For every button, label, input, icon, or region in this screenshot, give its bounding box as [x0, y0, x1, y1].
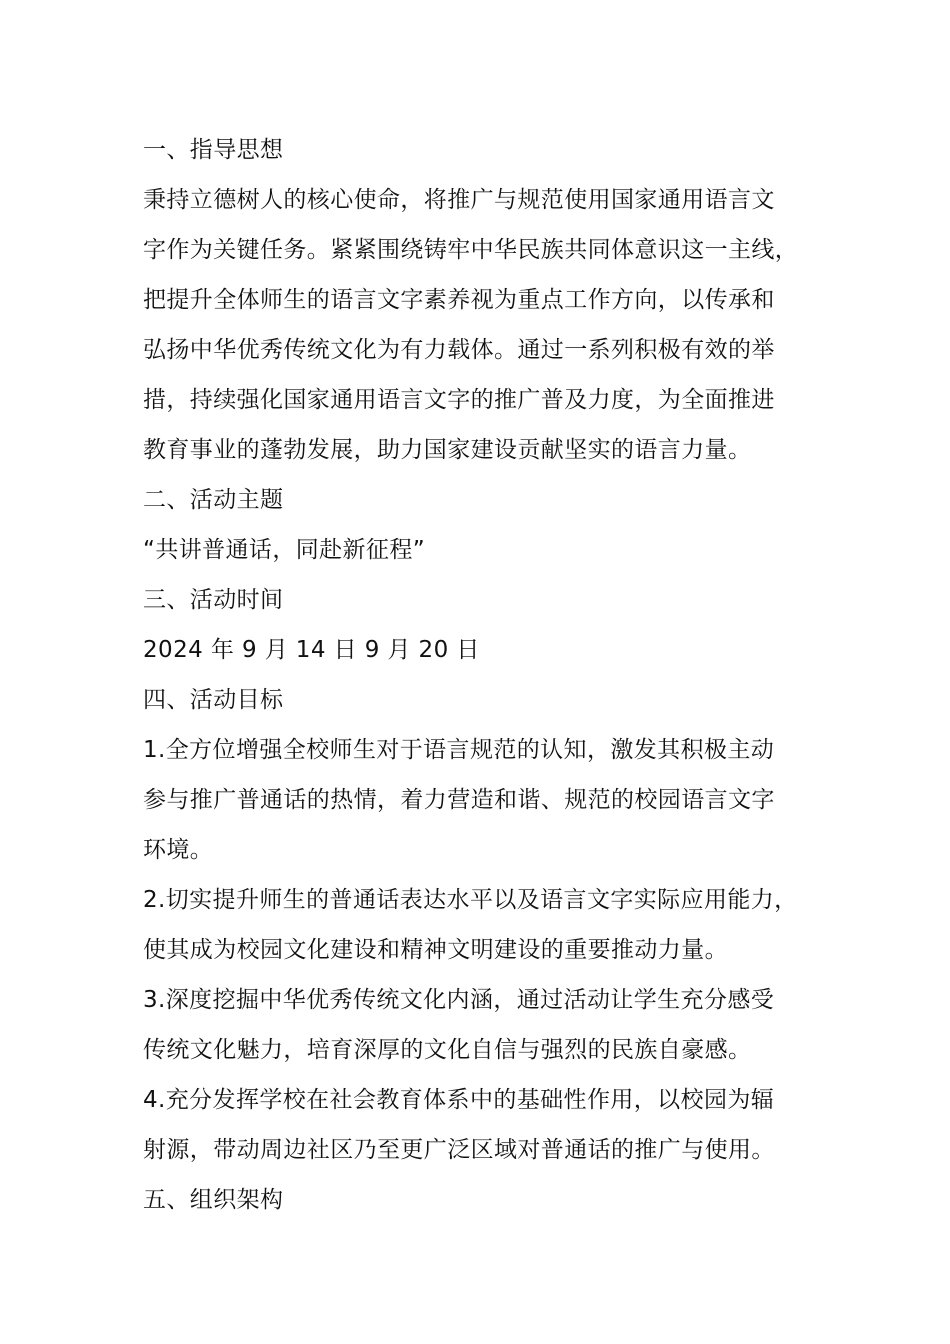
paragraph-line: 把提升全体师生的语言文字素养视为重点工作方向，以传承和 [143, 287, 775, 313]
section-heading: 三、活动时间 [143, 587, 284, 613]
activity-theme: “共讲普通话，同赴新征程” [143, 537, 426, 563]
goal-line: 4.充分发挥学校在社会教育体系中的基础性作用，以校园为辐 [143, 1087, 775, 1113]
goal-line: 传统文化魅力，培育深厚的文化自信与强烈的民族自豪感。 [143, 1037, 752, 1063]
goal-line: 环境。 [143, 837, 214, 863]
paragraph-line: 弘扬中华优秀传统文化为有力载体。通过一系列积极有效的举 [143, 337, 775, 363]
goal-line: 2.切实提升师生的普通话表达水平以及语言文字实际应用能力， [143, 887, 798, 913]
goal-line: 使其成为校园文化建设和精神文明建设的重要推动力量。 [143, 937, 728, 963]
paragraph-line: 教育事业的蓬勃发展，助力国家建设贡献坚实的语言力量。 [143, 437, 752, 463]
document-body [143, 125, 833, 1225]
paragraph-line: 措，持续强化国家通用语言文字的推广普及力度，为全面推进 [143, 387, 775, 413]
goal-line: 参与推广普通话的热情，着力营造和谐、规范的校园语言文字 [143, 787, 775, 813]
section-heading: 四、活动目标 [143, 687, 284, 713]
goal-line: 3.深度挖掘中华优秀传统文化内涵，通过活动让学生充分感受 [143, 987, 775, 1013]
section-heading: 五、组织架构 [143, 1187, 284, 1213]
goal-line: 射源，带动周边社区乃至更广泛区域对普通话的推广与使用。 [143, 1137, 775, 1163]
activity-date: 2024 年 9 月 14 日 9 月 20 日 [143, 637, 480, 663]
goal-line: 1.全方位增强全校师生对于语言规范的认知，激发其积极主动 [143, 737, 775, 763]
paragraph-line: 秉持立德树人的核心使命，将推广与规范使用国家通用语言文 [143, 187, 775, 213]
section-heading: 二、活动主题 [143, 487, 284, 513]
section-heading: 一、指导思想 [143, 137, 284, 163]
paragraph-line: 字作为关键任务。紧紧围绕铸牢中华民族共同体意识这一主线， [143, 237, 799, 263]
